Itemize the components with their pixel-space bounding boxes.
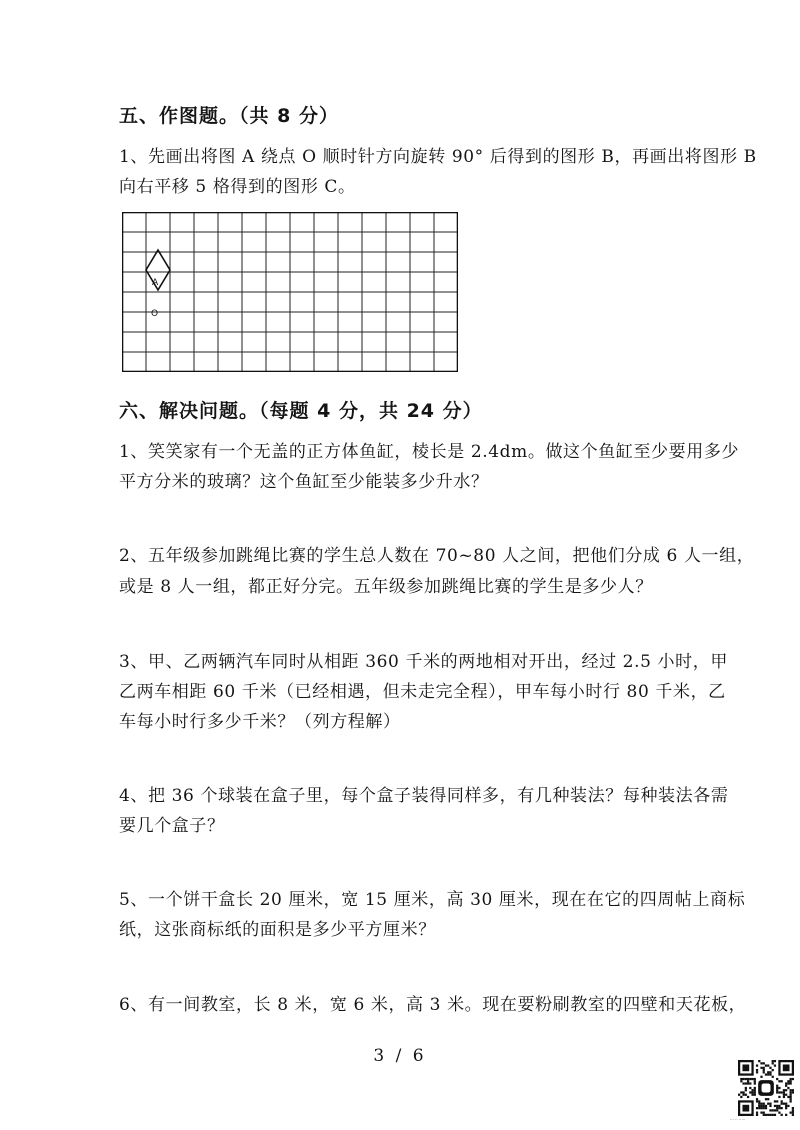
s6-question-6-line-1: 6、有一间教室，长 8 米，宽 6 米，高 3 米。现在要粉刷教室的四壁和天花板， [119,995,747,1015]
qr-code-icon [738,1060,794,1116]
s5-question-1-line-1: 1、先画出将图 A 绕点 O 顺时针方向旋转 90° 后得到的图形 B，再画出将图形 B [119,147,757,167]
s6-question-3-line-3: 车每小时行多少千米？（列方程解） [119,712,401,732]
s6-question-5-line-1: 5、一个饼干盒长 20 厘米，宽 15 厘米，高 30 厘米，现在在它的四周帖上商标 [119,890,746,910]
s6-question-3-line-1: 3、甲、乙两辆汽车同时从相距 360 千米的两地相对开出，经过 2.5 小时，甲 [119,652,728,672]
qr-caption: ··· ·· ····· [730,1117,746,1122]
figure-a-label: A [152,278,159,288]
s6-question-4-line-2: 要几个盒子？ [119,816,225,836]
point-o-label: O [151,309,159,319]
grid-svg [122,212,458,372]
s6-question-1-line-1: 1、笑笑家有一个无盖的正方体鱼缸，棱长是 2.4dm。做这个鱼缸至少要用多少 [119,442,740,462]
s5-question-1-line-2: 向右平移 5 格得到的图形 C。 [119,177,356,197]
section-6-heading: 六、解决问题。（每题 4 分，共 24 分） [119,400,483,422]
s6-question-3-line-2: 乙两车相距 60 千米（已经相遇，但未走完全程），甲车每小时行 80 千米，乙 [119,682,726,702]
page-number: 3 / 6 [373,1046,427,1066]
s6-question-2-line-2: 或是 8 人一组，都正好分完。五年级参加跳绳比赛的学生是多少人？ [119,577,653,597]
section-5-heading: 五、作图题。（共 8 分） [119,105,339,127]
s6-question-4-line-1: 4、把 36 个球装在盒子里，每个盒子装得同样多，有几种装法？每种装法各需 [119,786,729,806]
s6-question-2-line-1: 2、五年级参加跳绳比赛的学生总人数在 70~80 人之间，把他们分成 6 人一组， [119,546,755,566]
drawing-grid [122,212,458,372]
s6-question-1-line-2: 平方分米的玻璃？这个鱼缸至少能装多少升水？ [119,472,489,492]
s6-question-5-line-2: 纸，这张商标纸的面积是多少平方厘米？ [119,920,436,940]
